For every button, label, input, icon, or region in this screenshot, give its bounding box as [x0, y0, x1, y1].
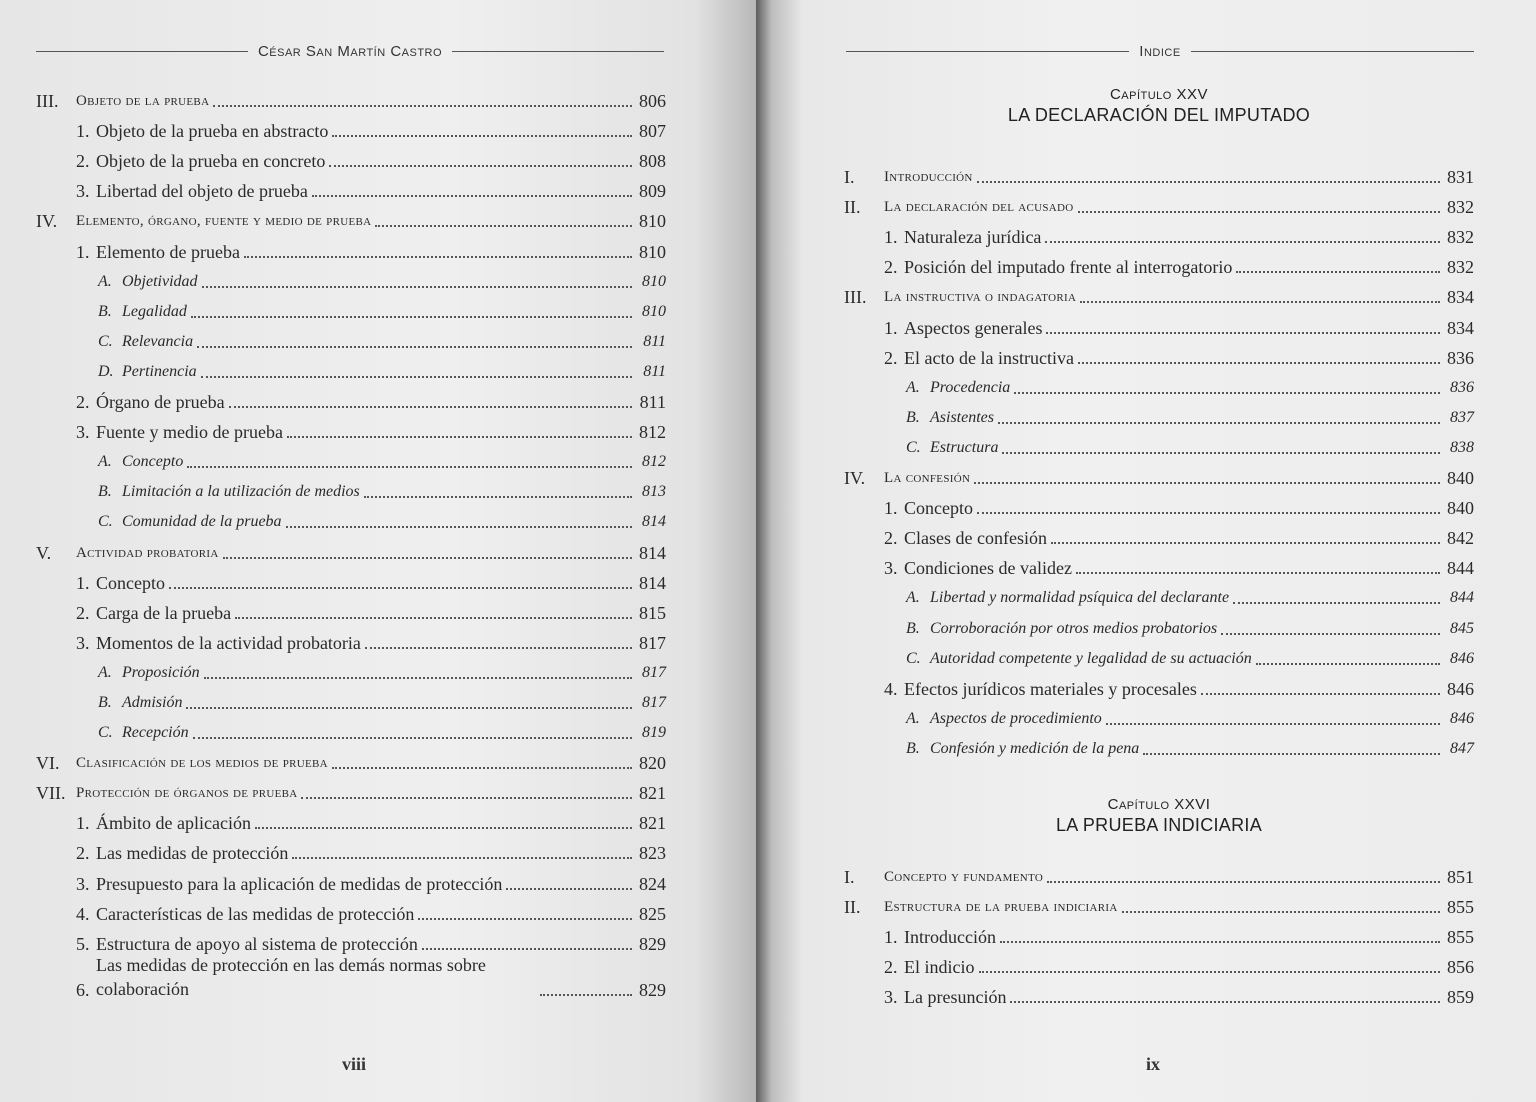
- toc-entry: [844, 248, 1474, 278]
- dot-leader: [1000, 941, 1440, 943]
- entry-title: Condiciones de validez: [904, 558, 1072, 579]
- toc-entry: [844, 888, 1474, 918]
- entry-number: C.: [906, 649, 921, 667]
- entry-number: B.: [98, 693, 112, 711]
- entry-number: IV.: [844, 468, 866, 489]
- toc-entry: [844, 339, 1474, 369]
- entry-title: Fuente y medio de prueba: [96, 422, 283, 443]
- entry-page-number: 851: [1447, 867, 1474, 888]
- entry-page-number: 855: [1447, 897, 1474, 918]
- entry-title: El acto de la instructiva: [904, 347, 1074, 368]
- entry-number: A.: [98, 663, 112, 681]
- entry-page-number: 814: [639, 572, 666, 593]
- dot-leader: [201, 376, 632, 378]
- entry-title: Libertad del objeto de prueba: [96, 181, 308, 202]
- toc-entry: [36, 383, 666, 413]
- toc-entry: [36, 864, 666, 894]
- entry-page-number: 810: [642, 272, 666, 290]
- entry-page-number: 846: [1450, 649, 1474, 667]
- entry-title: Estructura: [930, 438, 999, 456]
- entry-number: A.: [906, 589, 920, 607]
- chapter-heading-xxvi: [844, 796, 1474, 836]
- entry-page-number: 811: [643, 362, 666, 380]
- dot-leader: [1002, 452, 1440, 454]
- entry-page-number: 838: [1450, 438, 1474, 456]
- dot-leader: [1014, 392, 1440, 394]
- entry-number: 6.: [76, 979, 90, 1000]
- entry-title: Actividad probatoria: [76, 544, 219, 561]
- entry-page-number: 847: [1450, 739, 1474, 757]
- dot-leader: [1078, 211, 1440, 213]
- entry-number: 4.: [884, 678, 898, 699]
- entry-title: Presupuesto para la aplicación de medidas de protección: [96, 873, 503, 894]
- entry-number: I.: [844, 867, 855, 888]
- dot-leader: [1256, 663, 1440, 665]
- toc-entry: [36, 323, 666, 353]
- dot-leader: [422, 948, 632, 950]
- entry-page-number: 819: [642, 724, 666, 742]
- dot-leader: [1233, 602, 1440, 604]
- entry-number: 2.: [884, 347, 898, 368]
- dot-leader: [213, 105, 632, 107]
- entry-number: III.: [36, 91, 59, 112]
- entry-page-number: 836: [1447, 347, 1474, 368]
- dot-leader: [255, 827, 632, 829]
- entry-number: C.: [906, 438, 921, 456]
- entry-title: La instructiva o indagatoria: [884, 289, 1077, 306]
- toc-entry: [844, 948, 1474, 978]
- entry-page-number: 814: [639, 542, 666, 563]
- toc-entry: [844, 858, 1474, 888]
- entry-number: A.: [98, 453, 112, 471]
- entry-page-number: 811: [643, 332, 666, 350]
- entry-number: 1.: [76, 572, 90, 593]
- toc-entry: [36, 834, 666, 864]
- toc-list-left: [36, 82, 666, 1001]
- toc-entry: [36, 533, 666, 563]
- entry-title: Aspectos generales: [904, 317, 1043, 338]
- dot-leader: [1047, 881, 1440, 883]
- toc-entry: [36, 473, 666, 503]
- entry-number: 2.: [884, 257, 898, 278]
- entry-title: La declaración del acusado: [884, 199, 1074, 216]
- toc-entry: [36, 443, 666, 473]
- entry-number: 1.: [76, 813, 90, 834]
- entry-page-number: 859: [1447, 987, 1474, 1008]
- entry-page-number: 840: [1447, 468, 1474, 489]
- entry-title: Ámbito de aplicación: [96, 813, 251, 834]
- entry-number: 5.: [76, 933, 90, 954]
- entry-title: Posición del imputado frente al interrogatorio: [904, 257, 1233, 278]
- entry-page-number: 844: [1450, 589, 1474, 607]
- entry-page-number: 821: [639, 813, 666, 834]
- entry-title: Concepto y fundamento: [884, 869, 1044, 886]
- dot-leader: [301, 797, 632, 799]
- entry-number: 3.: [884, 558, 898, 579]
- entry-number: A.: [906, 378, 920, 396]
- entry-title: Naturaleza jurídica: [904, 227, 1042, 248]
- dot-leader: [235, 617, 632, 619]
- entry-number: A.: [98, 272, 112, 290]
- toc-entry: [36, 684, 666, 714]
- toc-entry: [36, 925, 666, 955]
- toc-entry: [844, 918, 1474, 948]
- entry-title: Las medidas de protección en las demás normas sobre colaboración: [96, 954, 486, 999]
- entry-page-number: 855: [1447, 927, 1474, 948]
- entry-number: 3.: [884, 987, 898, 1008]
- toc-list-chapter-xxvi: [844, 858, 1474, 1008]
- entry-title: Proposición: [122, 663, 200, 681]
- entry-page-number: 829: [639, 933, 666, 954]
- header-rule: [36, 51, 248, 52]
- dot-leader: [1122, 911, 1440, 913]
- entry-number: 3.: [76, 422, 90, 443]
- dot-leader: [1078, 362, 1440, 364]
- right-page: [756, 0, 1536, 1102]
- entry-title: Clasificación de los medios de prueba: [76, 755, 328, 772]
- entry-page-number: 810: [639, 211, 666, 232]
- dot-leader: [1076, 572, 1440, 574]
- toc-entry: [844, 978, 1474, 1008]
- entry-page-number: 807: [639, 121, 666, 142]
- entry-number: 4.: [76, 903, 90, 924]
- entry-number: 2.: [76, 843, 90, 864]
- dot-leader: [286, 526, 632, 528]
- entry-page-number: 845: [1450, 619, 1474, 637]
- entry-title: Objeto de la prueba en abstracto: [96, 121, 329, 142]
- toc-entry: [36, 172, 666, 202]
- entry-number: 1.: [884, 927, 898, 948]
- toc-entry: [36, 895, 666, 925]
- entry-title: Asistentes: [930, 408, 994, 426]
- entry-title: La confesión: [884, 470, 971, 487]
- dot-leader: [332, 135, 632, 137]
- entry-number: 2.: [884, 957, 898, 978]
- entry-number: B.: [906, 408, 920, 426]
- entry-title: Legalidad: [122, 302, 187, 320]
- entry-number: II.: [844, 197, 861, 218]
- entry-number: B.: [98, 302, 112, 320]
- entry-number: C.: [98, 513, 113, 531]
- entry-title: Confesión y medición de la pena: [930, 739, 1140, 757]
- dot-leader: [197, 346, 632, 348]
- dot-leader: [1236, 271, 1440, 273]
- toc-entry: [844, 730, 1474, 760]
- toc-entry: [36, 293, 666, 323]
- toc-entry: [844, 188, 1474, 218]
- entry-number: 1.: [884, 317, 898, 338]
- entry-page-number: 842: [1447, 528, 1474, 549]
- toc-entry: [36, 353, 666, 383]
- toc-entry: [844, 308, 1474, 338]
- dot-leader: [193, 737, 632, 739]
- toc-entry: [844, 399, 1474, 429]
- entry-number: 2.: [76, 602, 90, 623]
- toc-entry: [844, 429, 1474, 459]
- entry-title: Elemento de prueba: [96, 241, 240, 262]
- entry-page-number: 814: [642, 513, 666, 531]
- chapter-kicker: Capítulo XXV: [1109, 86, 1209, 103]
- dot-leader: [312, 195, 632, 197]
- toc-entry: [36, 714, 666, 744]
- entry-page-number: 809: [639, 181, 666, 202]
- entry-page-number: 832: [1447, 227, 1474, 248]
- dot-leader: [418, 918, 632, 920]
- dot-leader: [364, 496, 632, 498]
- entry-title: Introducción: [884, 169, 973, 186]
- page-number-left: viii: [342, 1054, 367, 1074]
- dot-leader: [191, 316, 632, 318]
- chapter-heading-xxv: [844, 86, 1474, 126]
- dot-leader: [1051, 542, 1440, 544]
- entry-number: A.: [906, 709, 920, 727]
- running-header-right: [846, 38, 1474, 64]
- author-header: César San Martín Castro: [257, 42, 443, 60]
- entry-title: Concepto: [122, 453, 184, 471]
- header-rule: [846, 51, 1129, 52]
- entry-title: Protección de órganos de prueba: [76, 785, 298, 802]
- dot-leader: [977, 512, 1440, 514]
- toc-list-chapter-xxv: [844, 158, 1474, 760]
- entry-number: D.: [98, 362, 114, 380]
- entry-page-number: 815: [639, 602, 666, 623]
- entry-title: Corroboración por otros medios probatorios: [930, 619, 1218, 637]
- entry-number: IV.: [36, 211, 58, 232]
- index-header: Indice: [1139, 42, 1181, 60]
- entry-title: El indicio: [904, 957, 975, 978]
- chapter-title: LA DECLARACIÓN DEL IMPUTADO: [1007, 105, 1311, 125]
- entry-page-number: 834: [1447, 287, 1474, 308]
- toc-entry: [36, 413, 666, 443]
- dot-leader: [979, 971, 1441, 973]
- entry-title: Carga de la prueba: [96, 602, 232, 623]
- dot-leader: [244, 256, 632, 258]
- entry-page-number: 820: [639, 753, 666, 774]
- entry-title: Concepto: [904, 498, 973, 519]
- entry-page-number: 856: [1447, 957, 1474, 978]
- entry-page-number: 824: [639, 873, 666, 894]
- toc-entry: [844, 609, 1474, 639]
- entry-title: Pertinencia: [122, 362, 197, 380]
- dot-leader: [1010, 1001, 1440, 1003]
- entry-page-number: 832: [1447, 197, 1474, 218]
- toc-entry: [36, 594, 666, 624]
- entry-page-number: 817: [642, 693, 666, 711]
- dot-leader: [1045, 241, 1440, 243]
- toc-entry: [36, 744, 666, 774]
- entry-number: I.: [844, 167, 855, 188]
- entry-number: VI.: [36, 753, 60, 774]
- dot-leader: [169, 587, 632, 589]
- entry-page-number: 834: [1447, 317, 1474, 338]
- toc-entry: [36, 503, 666, 533]
- entry-title: Recepción: [122, 724, 189, 742]
- dot-leader: [1046, 332, 1440, 334]
- toc-entry: [844, 579, 1474, 609]
- dot-leader: [186, 707, 632, 709]
- toc-entry: [36, 774, 666, 804]
- toc-entry: [36, 142, 666, 172]
- entry-number: 1.: [884, 227, 898, 248]
- entry-title: Estructura de apoyo al sistema de protección: [96, 933, 418, 954]
- entry-number: 1.: [76, 241, 90, 262]
- dot-leader: [332, 767, 632, 769]
- entry-number: 1.: [884, 498, 898, 519]
- entry-number: 2.: [76, 392, 90, 413]
- dot-leader: [202, 286, 632, 288]
- dot-leader: [1080, 301, 1440, 303]
- entry-title: La presunción: [904, 987, 1007, 1008]
- entry-title: Procedencia: [930, 378, 1011, 396]
- entry-title: Características de las medidas de protección: [96, 903, 415, 924]
- entry-number: 1.: [76, 121, 90, 142]
- entry-page-number: 817: [642, 663, 666, 681]
- entry-title: Estructura de la prueba indiciaria: [884, 899, 1118, 916]
- toc-entry: [36, 804, 666, 834]
- entry-page-number: 836: [1450, 378, 1474, 396]
- chapter-kicker: Capítulo XXVI: [1107, 796, 1211, 813]
- dot-leader: [974, 482, 1440, 484]
- entry-page-number: 821: [639, 783, 666, 804]
- entry-page-number: 812: [642, 453, 666, 471]
- left-page: [0, 0, 756, 1102]
- entry-title: Autoridad competente y legalidad de su actuación: [930, 649, 1252, 667]
- entry-page-number: 846: [1447, 678, 1474, 699]
- entry-title: Momentos de la actividad probatoria: [96, 632, 361, 653]
- dot-leader: [1221, 633, 1440, 635]
- dot-leader: [1201, 693, 1440, 695]
- entry-title: Elemento, órgano, fuente y medio de prueba: [76, 213, 372, 230]
- dot-leader: [365, 647, 632, 649]
- entry-page-number: 812: [639, 422, 666, 443]
- toc-entry: [36, 202, 666, 232]
- entry-page-number: 840: [1447, 498, 1474, 519]
- entry-title: Limitación a la utilización de medios: [122, 483, 360, 501]
- dot-leader: [1106, 723, 1440, 725]
- entry-page-number: 837: [1450, 408, 1474, 426]
- header-rule: [452, 51, 664, 52]
- toc-entry: [844, 218, 1474, 248]
- entry-number: III.: [844, 287, 867, 308]
- entry-title: Las medidas de protección: [96, 843, 289, 864]
- dot-leader: [187, 466, 632, 468]
- entry-number: B.: [98, 483, 112, 501]
- entry-title: Objetividad: [122, 272, 198, 290]
- toc-entry: [36, 82, 666, 112]
- running-header-left: [36, 38, 664, 64]
- entry-title: Objeto de la prueba: [76, 93, 210, 110]
- dot-leader: [229, 406, 632, 408]
- entry-title: Comunidad de la prueba: [122, 513, 282, 531]
- toc-entry: [36, 564, 666, 594]
- dot-leader: [977, 181, 1440, 183]
- entry-page-number: 813: [642, 483, 666, 501]
- toc-entry: [844, 519, 1474, 549]
- toc-entry: [844, 158, 1474, 188]
- entry-title: Clases de confesión: [904, 528, 1047, 549]
- entry-number: V.: [36, 542, 52, 563]
- entry-page-number: 808: [639, 151, 666, 172]
- dot-leader: [506, 888, 632, 890]
- entry-page-number: 844: [1447, 558, 1474, 579]
- toc-entry: [36, 624, 666, 654]
- entry-page-number: 831: [1447, 167, 1474, 188]
- entry-page-number: 825: [639, 903, 666, 924]
- entry-number: 3.: [76, 873, 90, 894]
- entry-title: Órgano de prueba: [96, 392, 225, 413]
- dot-leader: [329, 165, 632, 167]
- toc-entry: [844, 278, 1474, 308]
- toc-entry: [844, 489, 1474, 519]
- toc-entry: [36, 654, 666, 684]
- entry-number: B.: [906, 739, 920, 757]
- entry-number: II.: [844, 897, 861, 918]
- chapter-title: LA PRUEBA INDICIARIA: [1055, 815, 1263, 835]
- entry-page-number: 810: [639, 241, 666, 262]
- entry-page-number: 846: [1450, 709, 1474, 727]
- header-rule: [1191, 51, 1474, 52]
- entry-page-number: 817: [639, 632, 666, 653]
- entry-number: 3.: [76, 632, 90, 653]
- entry-page-number: 823: [639, 843, 666, 864]
- entry-title: Introducción: [904, 927, 996, 948]
- toc-entry: [36, 955, 666, 1001]
- toc-entry: [844, 670, 1474, 700]
- entry-page-number: 806: [639, 91, 666, 112]
- entry-number: 2.: [76, 151, 90, 172]
- toc-entry: [36, 112, 666, 142]
- entry-title: Libertad y normalidad psíquica del declarante: [930, 589, 1230, 607]
- toc-entry: [844, 700, 1474, 730]
- entry-title: Concepto: [96, 572, 165, 593]
- entry-number: 2.: [884, 528, 898, 549]
- entry-number: B.: [906, 619, 920, 637]
- entry-number: C.: [98, 724, 113, 742]
- page-number-right: ix: [1146, 1054, 1161, 1074]
- dot-leader: [204, 677, 632, 679]
- dot-leader: [287, 436, 632, 438]
- toc-entry: [36, 232, 666, 262]
- dot-leader: [223, 557, 632, 559]
- entry-page-number: 829: [639, 979, 666, 1000]
- entry-title: Admisión: [122, 693, 183, 711]
- dot-leader: [1143, 753, 1440, 755]
- toc-entry: [36, 263, 666, 293]
- toc-entry: [844, 640, 1474, 670]
- toc-entry: [844, 369, 1474, 399]
- entry-title: Relevancia: [122, 332, 194, 350]
- toc-entry: [844, 459, 1474, 489]
- entry-number: 3.: [76, 181, 90, 202]
- dot-leader: [292, 857, 632, 859]
- entry-number: VII.: [36, 783, 66, 804]
- entry-page-number: 832: [1447, 257, 1474, 278]
- toc-entry: [844, 549, 1474, 579]
- entry-title: Efectos jurídicos materiales y procesales: [904, 678, 1197, 699]
- dot-leader: [540, 994, 632, 996]
- entry-title: Objeto de la prueba en concreto: [96, 151, 326, 172]
- entry-number: C.: [98, 332, 113, 350]
- entry-page-number: 811: [639, 392, 666, 413]
- dot-leader: [375, 225, 632, 227]
- entry-page-number: 810: [642, 302, 666, 320]
- entry-title: Aspectos de procedimiento: [930, 709, 1102, 727]
- dot-leader: [998, 422, 1440, 424]
